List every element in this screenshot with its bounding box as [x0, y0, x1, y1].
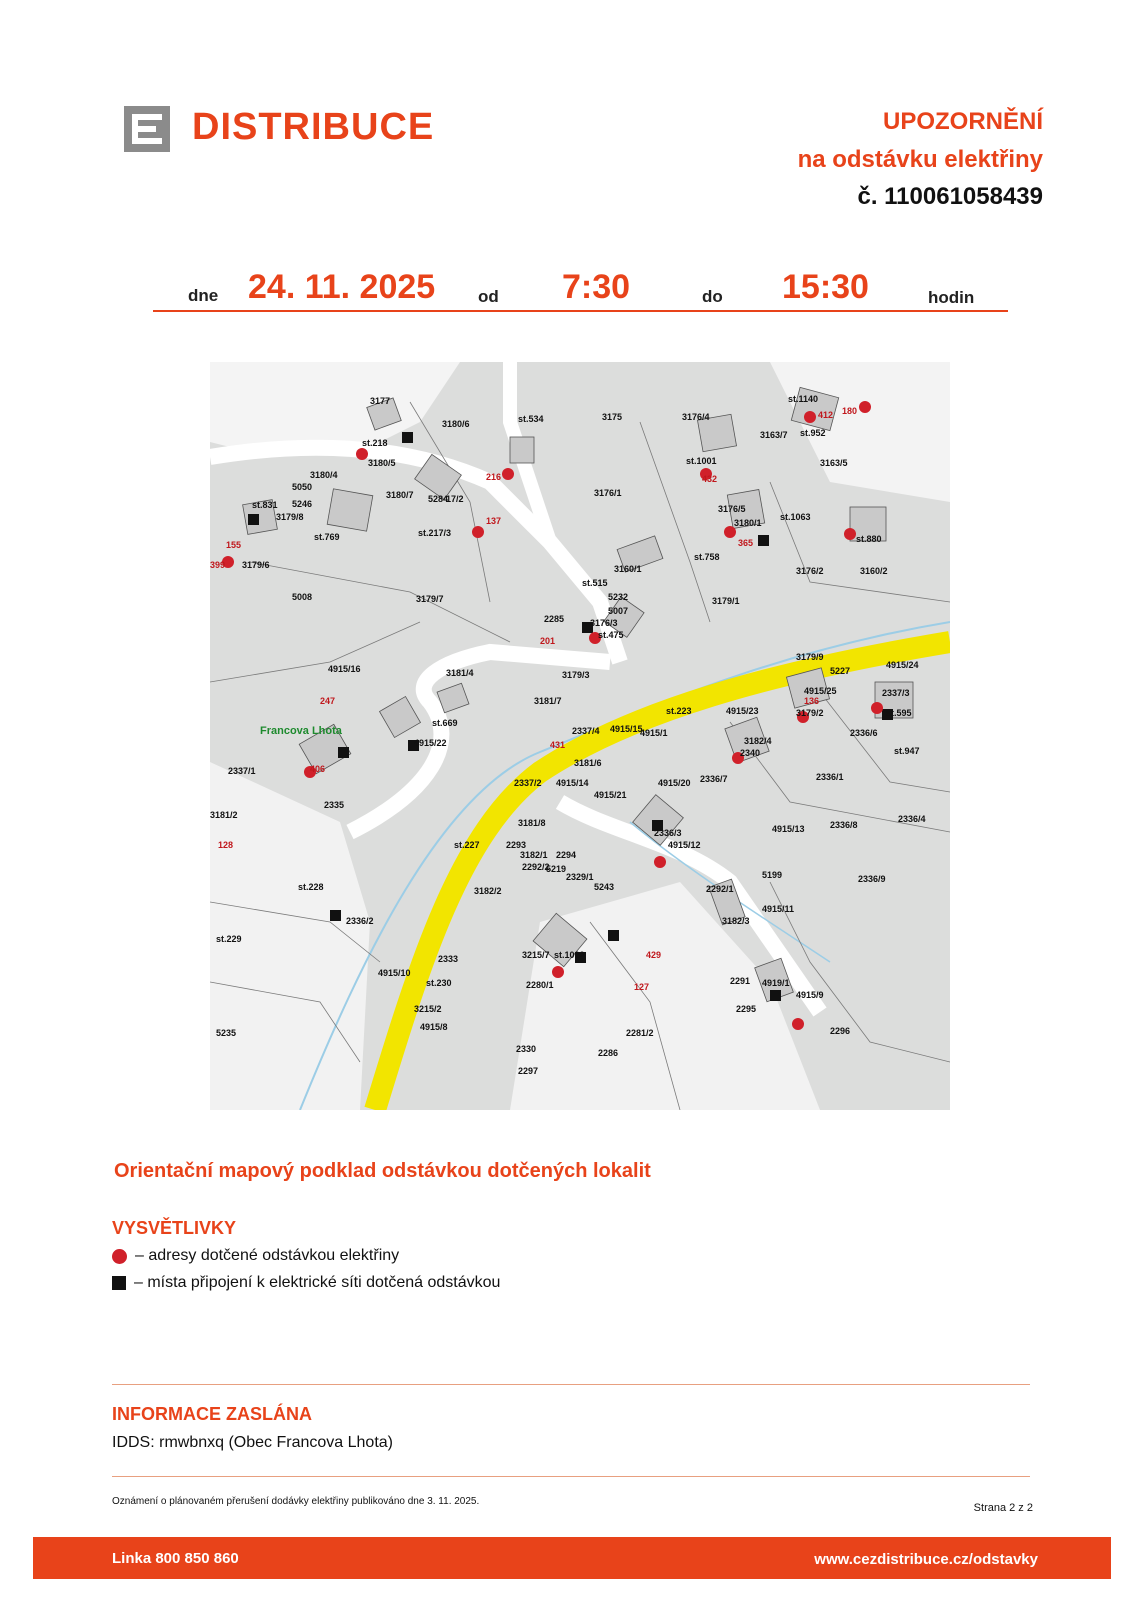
outage-date: 24. 11. 2025 [248, 268, 436, 306]
parcel-label: st.229 [216, 934, 242, 944]
parcel-label: st.669 [432, 718, 458, 728]
parcel-label: 3182/3 [722, 916, 750, 926]
parcel-label: 4915/23 [726, 706, 759, 716]
parcel-label: 365 [738, 538, 754, 548]
parcel-label: 2336/9 [858, 874, 886, 884]
parcel-label: st.831 [252, 500, 278, 510]
parcel-label: 431 [550, 740, 566, 750]
parcel-label: st.769 [314, 532, 340, 542]
outage-map [210, 362, 950, 1110]
date-divider [153, 310, 1008, 312]
parcel-label: 3182/2 [474, 886, 502, 896]
parcel-label: st.595 [886, 708, 912, 718]
parcel-label: 4919/1 [762, 978, 790, 988]
parcel-label: 5219 [546, 864, 567, 874]
parcel-label: 399 [210, 560, 226, 570]
parcel-label: 3177 [370, 396, 391, 406]
parcel-label: 3215/2 [414, 1004, 442, 1014]
parcel-label: 2295 [736, 1004, 757, 1014]
parcel-label: st.880 [856, 534, 882, 544]
parcel-label: 2337/4 [572, 726, 600, 736]
map-caption: Orientační mapový podklad odstávkou dotčených lokalit [114, 1160, 651, 1182]
parcel-label: st.218 [362, 438, 388, 448]
parcel-label: 4915/25 [804, 686, 837, 696]
notice-subtitle: na odstávku elektřiny [797, 146, 1043, 173]
parcel-label: 3176/3 [590, 618, 618, 628]
parcel-label: 4915/10 [378, 968, 411, 978]
brand-name: DISTRIBUCE [192, 106, 435, 148]
parcel-label: 3160/2 [860, 566, 888, 576]
parcel-label: st.227 [454, 840, 480, 850]
parcel-label: 4915/22 [414, 738, 447, 748]
parcel-label: 429 [646, 950, 662, 960]
parcel-label: 4915/21 [594, 790, 627, 800]
parcel-label: 4915/15 [610, 724, 643, 734]
parcel-label: 3176/5 [718, 504, 746, 514]
parcel-label: st.228 [298, 882, 324, 892]
parcel-label: 137 [486, 516, 502, 526]
parcel-label: 3176/4 [682, 412, 710, 422]
legend-connections [112, 1274, 500, 1292]
parcel-label: 3181/6 [574, 758, 602, 768]
parcel-label: st.1063 [780, 512, 811, 522]
time-from: 7:30 [562, 268, 631, 306]
info-title: INFORMACE ZASLÁNA [112, 1404, 312, 1424]
parcel-label: 2337/3 [882, 688, 910, 698]
parcel-label: st.947 [894, 746, 920, 756]
parcel-label: 3215/7 [522, 950, 550, 960]
parcel-label: st.534 [518, 414, 544, 424]
parcel-label: 412 [818, 410, 834, 420]
hotline: Linka 800 850 860 [112, 1550, 239, 1567]
parcel-label: 432 [702, 474, 718, 484]
parcel-label: 3179/8 [276, 512, 304, 522]
parcel-label: 2294 [556, 850, 577, 860]
parcel-label: 216 [486, 472, 502, 482]
parcel-label: st.230 [426, 978, 452, 988]
parcel-label: 3180/4 [310, 470, 338, 480]
parcel-label: 3181/8 [518, 818, 546, 828]
legend-addresses-text: – adresy dotčené odstávkou elektřiny [135, 1247, 400, 1264]
legend-connections-text: – místa připojení k elektrické síti dotčená odstávkou [134, 1274, 501, 1291]
parcel-label: 3160/1 [614, 564, 642, 574]
parcel-label: 2297 [518, 1066, 539, 1076]
parcel-label: 3176/2 [796, 566, 824, 576]
parcel-label: 4915/9 [796, 990, 824, 1000]
dne-label: dne [188, 286, 219, 305]
parcel-label: 5232 [608, 592, 629, 602]
divider-info-top [112, 1384, 1030, 1385]
parcel-label: 3180/6 [442, 419, 470, 429]
parcel-label: 3179/2 [796, 708, 824, 718]
parcel-label: 155 [226, 540, 242, 550]
info-text: IDDS: rmwbnxq (Obec Francova Lhota) [112, 1434, 393, 1451]
parcel-label: 2291 [730, 976, 751, 986]
cez-logo-icon [124, 106, 170, 152]
red-dot-icon [112, 1249, 127, 1264]
parcel-label: 4915/1 [640, 728, 668, 738]
parcel-label: 5008 [292, 592, 313, 602]
parcel-label: 3180/7 [386, 490, 414, 500]
parcel-label: st.758 [694, 552, 720, 562]
parcel-label: 3182/4 [744, 736, 772, 746]
parcel-label: 3180/1 [734, 518, 762, 528]
page-number: Strana 2 z 2 [973, 1502, 1033, 1514]
parcel-label: 2285 [544, 614, 565, 624]
parcel-label: 3179/1 [712, 596, 740, 606]
parcel-label: 5199 [762, 870, 783, 880]
parcel-label: st.1062 [554, 950, 585, 960]
parcel-label: 4915/13 [772, 824, 805, 834]
parcel-label: 2336/7 [700, 774, 728, 784]
parcel-label: 2296 [830, 1026, 851, 1036]
parcel-label: 3181/4 [446, 668, 474, 678]
parcel-label: 3180/5 [368, 458, 396, 468]
parcel-label: 3163/7 [760, 430, 788, 440]
parcel-label: 2337/1 [228, 766, 256, 776]
parcel-label: 5227 [830, 666, 851, 676]
parcel-label: 180 [842, 406, 858, 416]
parcel-label: 3175 [602, 412, 623, 422]
parcel-label: 2281/2 [626, 1028, 654, 1038]
parcel-label: 2292/1 [706, 884, 734, 894]
parcel-label: st.1001 [686, 456, 717, 466]
parcel-label: 2330 [516, 1044, 537, 1054]
parcel-label: st.217/3 [418, 528, 452, 538]
parcel-label: 5246 [292, 499, 313, 509]
parcel-label: 2336/2 [346, 916, 374, 926]
parcel-label: 3163/5 [820, 458, 848, 468]
parcel-label: 406 [310, 764, 326, 774]
parcel-label: st.1140 [788, 394, 819, 404]
legend-title: VYSVĚTLIVKY [112, 1218, 237, 1238]
parcel-label: st.475 [598, 630, 624, 640]
parcel-label: 2286 [598, 1048, 619, 1058]
parcel-label: 3179/6 [242, 560, 270, 570]
parcel-label: 2292/2 [522, 862, 550, 872]
publication-note: Oznámení o plánovaném přerušení dodávky elektřiny publikováno dne 3. 11. 2025. [112, 1496, 480, 1507]
parcel-label: 136 [804, 696, 820, 706]
parcel-label: 4915/20 [658, 778, 691, 788]
parcel-label: 4915/12 [668, 840, 701, 850]
parcel-label: 2335 [324, 800, 345, 810]
parcel-label: 4915/8 [420, 1022, 448, 1032]
parcel-label: 4915/16 [328, 664, 361, 674]
divider-info-bottom [112, 1476, 1030, 1477]
parcel-label: st.223 [666, 706, 692, 716]
parcel-label: 2340 [740, 748, 761, 758]
parcel-label: 3179/3 [562, 670, 590, 680]
parcel-label: 2336/4 [898, 814, 926, 824]
parcel-label: 247 [320, 696, 336, 706]
legend-addresses [112, 1247, 399, 1265]
od-label: od [478, 287, 499, 306]
parcel-label: 5284 [428, 494, 449, 504]
parcel-label: 3179/7 [416, 594, 444, 604]
parcel-label: 2336/8 [830, 820, 858, 830]
parcel-label: 5235 [216, 1028, 237, 1038]
parcel-label: 2329/1 [566, 872, 594, 882]
parcel-label: 201 [540, 636, 556, 646]
place-name: Francova Lhota [260, 725, 342, 737]
parcel-label: st.515 [582, 578, 608, 588]
parcel-label: 4915/24 [886, 660, 919, 670]
parcel-label: 2336/3 [654, 828, 682, 838]
parcel-label: 4915/11 [762, 904, 795, 914]
parcel-label: 2336/6 [850, 728, 878, 738]
parcel-label: 17/2 [446, 494, 464, 504]
time-to: 15:30 [782, 268, 869, 306]
website-link[interactable]: www.cezdistribuce.cz/odstavky [814, 1551, 1038, 1568]
parcel-label: 3182/1 [520, 850, 548, 860]
parcel-label: 2336/1 [816, 772, 844, 782]
parcel-label: st.952 [800, 428, 826, 438]
parcel-label: 2280/1 [526, 980, 554, 990]
notice-title: UPOZORNĚNÍ [882, 108, 1043, 135]
parcel-label: 128 [218, 840, 234, 850]
notice-number: č. 110061058439 [857, 183, 1043, 210]
parcel-label: 5243 [594, 882, 615, 892]
parcel-label: 5007 [608, 606, 629, 616]
parcel-label: 2337/2 [514, 778, 542, 788]
hodin-label: hodin [928, 288, 975, 307]
parcel-label: 2333 [438, 954, 459, 964]
parcel-label: 127 [634, 982, 650, 992]
parcel-label: 3181/7 [534, 696, 562, 706]
parcel-label: 5050 [292, 482, 313, 492]
parcel-label: 3181/2 [210, 810, 238, 820]
parcel-label: 3179/9 [796, 652, 824, 662]
do-label: do [702, 287, 723, 306]
parcel-label: 3176/1 [594, 488, 622, 498]
parcel-label: 4915/14 [556, 778, 589, 788]
parcel-label: 2293 [506, 840, 527, 850]
black-square-icon [112, 1276, 126, 1290]
